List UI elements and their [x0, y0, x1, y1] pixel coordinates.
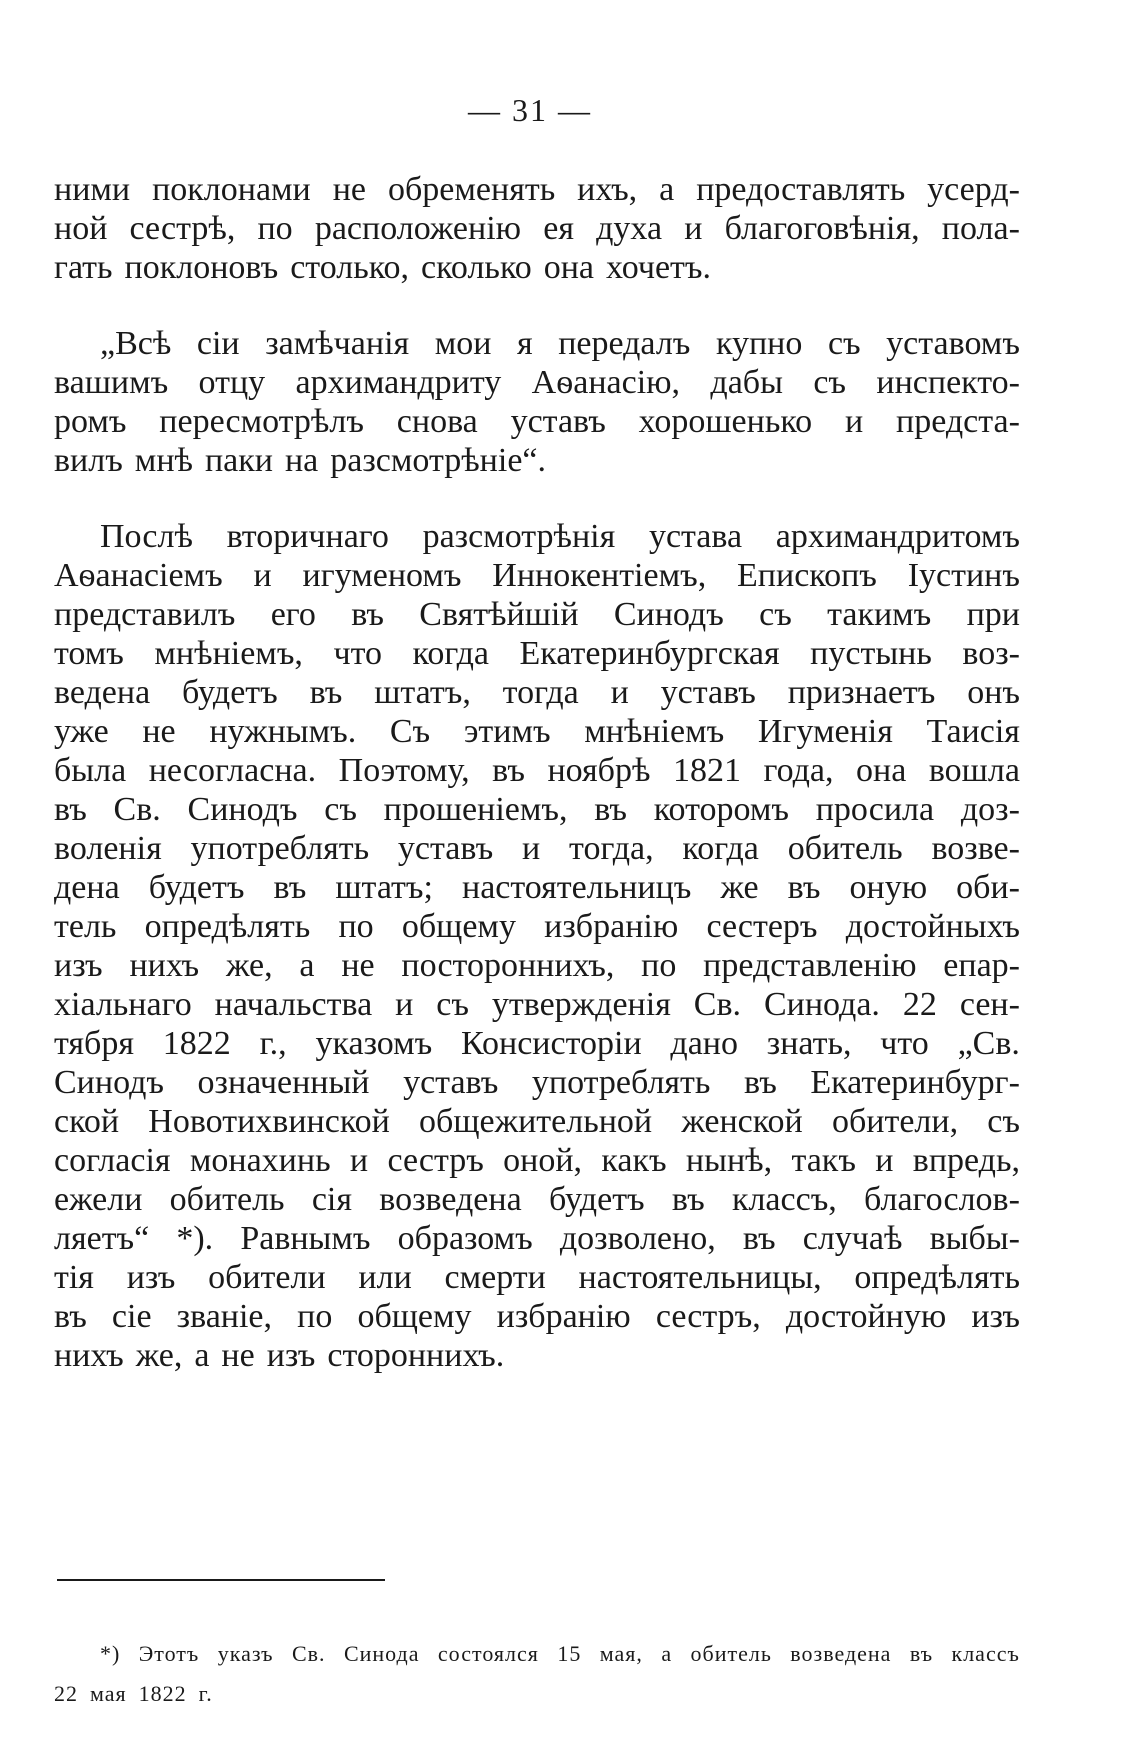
word: сіе	[111, 1298, 152, 1335]
word: случаѣ	[802, 1220, 903, 1257]
word: штатъ;	[335, 869, 433, 906]
word: съ	[827, 325, 861, 362]
word: а	[659, 171, 675, 208]
word: возведена	[379, 1181, 522, 1218]
word: употреблять	[531, 1064, 711, 1101]
word: общему	[401, 908, 516, 945]
word: и	[875, 1142, 894, 1179]
word: г.,	[259, 1025, 287, 1062]
word: поклонами	[152, 171, 311, 208]
word: Послѣ	[100, 518, 193, 555]
word: постороннихъ,	[401, 947, 615, 984]
word: уже	[54, 713, 109, 750]
word: его	[270, 596, 316, 633]
text-line	[54, 595, 1020, 634]
word: по	[338, 908, 374, 945]
word: нихъ	[129, 947, 200, 984]
word: а	[661, 1641, 673, 1666]
word: 15	[557, 1641, 582, 1666]
word: сколько	[421, 249, 532, 286]
word: въ	[787, 869, 821, 906]
word: впредь,	[912, 1142, 1020, 1179]
word: уставъ	[397, 830, 494, 867]
body-text	[54, 170, 1020, 1375]
word: на	[284, 442, 319, 479]
word: инспекто-	[876, 364, 1020, 401]
word: изъ	[971, 1298, 1020, 1335]
word: вторичнаго	[226, 518, 389, 555]
text-line	[54, 1180, 1020, 1219]
word: ноябрѣ	[547, 752, 651, 789]
word: Синодъ	[54, 1064, 164, 1101]
word: тября	[54, 1025, 134, 1062]
word: въ	[594, 791, 628, 828]
word: ихъ,	[577, 171, 638, 208]
word: признаетъ	[787, 674, 936, 711]
word: Св.	[693, 986, 742, 1023]
word: пересмотрѣлъ	[159, 403, 364, 440]
text-line	[54, 1258, 1020, 1297]
word: отцу	[198, 364, 266, 401]
word: указъ	[217, 1641, 274, 1666]
word: не	[142, 713, 176, 750]
word: общежительной	[419, 1103, 653, 1140]
word: нужнымъ.	[209, 713, 357, 750]
word: Синодъ	[187, 791, 298, 828]
word: сія	[311, 1181, 352, 1218]
word: дена	[54, 869, 120, 906]
word: несогласна.	[148, 752, 317, 789]
word: такъ	[791, 1142, 856, 1179]
word: была	[54, 752, 127, 789]
word: Поэтому,	[338, 752, 470, 789]
word: воленія	[54, 830, 162, 867]
word: женской	[681, 1103, 803, 1140]
word: передалъ	[558, 325, 691, 362]
word: архимандриту	[295, 364, 502, 401]
word: обители	[208, 1259, 326, 1296]
word: епар-	[943, 947, 1020, 984]
word: 22	[54, 1681, 78, 1706]
word: воз-	[962, 635, 1020, 672]
word: просила	[815, 791, 935, 828]
word: представленію	[703, 947, 917, 984]
word: будетъ	[148, 869, 245, 906]
word: настоятельницъ	[462, 869, 692, 906]
word: въ	[671, 1181, 705, 1218]
footnote-divider	[57, 1579, 385, 1581]
word: мнѣніемъ,	[154, 635, 303, 672]
word: Екатеринбург-	[810, 1064, 1020, 1101]
word: 22	[902, 986, 937, 1023]
word: сестрѣ,	[129, 210, 236, 247]
word: когда	[412, 635, 489, 672]
word: Таисія	[926, 713, 1020, 750]
word: избранію	[544, 908, 679, 945]
text-line	[54, 1219, 1020, 1258]
word: предста-	[896, 403, 1020, 440]
word: оной,	[503, 1142, 583, 1179]
word: стороннихъ.	[327, 1337, 505, 1374]
word: утвержденія	[491, 986, 671, 1023]
word: при	[966, 596, 1020, 633]
word: въ	[54, 791, 87, 828]
word: или	[358, 1259, 412, 1296]
word: по	[641, 947, 677, 984]
text-line	[54, 324, 1020, 363]
word: 1822	[138, 1681, 187, 1706]
paragraph	[54, 170, 1020, 287]
word: образомъ	[397, 1220, 533, 1257]
word: Св.	[291, 1641, 326, 1666]
word: будетъ	[182, 674, 278, 711]
word: и	[253, 557, 272, 594]
word: уставъ	[660, 674, 756, 711]
word: обременять	[388, 171, 556, 208]
word: согласія	[54, 1142, 171, 1179]
word: ляетъ“	[54, 1220, 150, 1257]
word: пола-	[941, 210, 1020, 247]
word: устава	[648, 518, 743, 555]
word: мая,	[599, 1641, 643, 1666]
word: Синодъ	[613, 596, 724, 633]
word: классъ,	[731, 1181, 837, 1218]
text-line	[54, 402, 1020, 441]
word: благослов-	[864, 1181, 1020, 1218]
word: въ	[742, 1220, 776, 1257]
word: по	[297, 1298, 333, 1335]
word: и	[844, 403, 864, 440]
word: и	[395, 986, 414, 1023]
word: употреблять	[190, 830, 370, 867]
word: монахинь	[189, 1142, 331, 1179]
word: хіальнаго	[54, 986, 192, 1023]
text-line	[54, 1141, 1020, 1180]
word: сен-	[959, 986, 1020, 1023]
word: не	[341, 947, 375, 984]
word: обитель	[787, 830, 903, 867]
word: съ	[813, 364, 847, 401]
word: съ	[436, 986, 469, 1023]
word: что	[880, 1025, 929, 1062]
text-line	[54, 829, 1020, 868]
word: купно	[715, 325, 803, 362]
word: и	[684, 210, 703, 247]
word: томъ	[54, 635, 124, 672]
word: Синода	[343, 1641, 420, 1666]
word: столько,	[290, 249, 410, 286]
text-line	[54, 517, 1020, 556]
word: благоговѣнія,	[724, 210, 920, 247]
word: классъ	[951, 1641, 1020, 1666]
word: архимандритомъ	[775, 518, 1020, 555]
word: Екатеринбургская	[519, 635, 780, 672]
word: ной	[54, 210, 108, 247]
word: по	[257, 210, 293, 247]
word: хочетъ.	[606, 249, 711, 286]
word: замѣчанія	[265, 325, 410, 362]
word: въ	[309, 674, 343, 711]
word: изъ	[126, 1259, 176, 1296]
word: этимъ	[463, 713, 551, 750]
word: въ	[744, 1064, 777, 1101]
word: нынѣ,	[685, 1142, 773, 1179]
word: дабы	[710, 364, 783, 401]
word: же,	[135, 1337, 183, 1374]
text-line	[54, 363, 1020, 402]
word: знать,	[766, 1025, 852, 1062]
word: опредѣлять	[854, 1259, 1020, 1296]
word: достойную	[785, 1298, 947, 1335]
word: поклоновъ	[124, 249, 279, 286]
word: Игуменія	[757, 713, 893, 750]
word: мнѣніемъ	[584, 713, 725, 750]
text-line	[54, 712, 1020, 751]
word: вилъ	[54, 442, 123, 479]
word: и	[349, 1142, 369, 1179]
word: обитель	[169, 1181, 285, 1218]
word: достойныхъ	[845, 908, 1020, 945]
word: хорошенько	[638, 403, 813, 440]
word: уставомъ	[886, 325, 1020, 362]
word: паки	[204, 442, 273, 479]
word: ея	[543, 210, 574, 247]
word: Святѣйшій	[419, 596, 579, 633]
word: въ	[54, 1298, 87, 1335]
word: *).	[176, 1220, 214, 1257]
word: а	[299, 947, 315, 984]
word: „Всѣ	[100, 325, 172, 362]
word: Равнымъ	[240, 1220, 371, 1257]
text-line	[54, 248, 1020, 287]
word: съ	[759, 596, 792, 633]
word: обители,	[831, 1103, 959, 1140]
word: мнѣ	[134, 442, 193, 479]
word: нихъ	[54, 1337, 124, 1374]
word: Консисторіи	[461, 1025, 642, 1062]
word: 1821	[672, 752, 741, 789]
word: предоставлять	[696, 171, 906, 208]
text-line	[54, 985, 1020, 1024]
word: онъ	[967, 674, 1020, 711]
word: оную	[849, 869, 928, 906]
text-line	[54, 1024, 1020, 1063]
word: тія	[54, 1259, 94, 1296]
word: изъ	[54, 947, 103, 984]
page-number: — 31 —	[468, 92, 592, 128]
word: а	[194, 1337, 210, 1374]
word: она	[543, 249, 595, 286]
word: какъ	[601, 1142, 667, 1179]
text-line	[54, 1102, 1020, 1141]
word: пустынь	[810, 635, 932, 672]
word: Съ	[389, 713, 431, 750]
text-line	[54, 1063, 1020, 1102]
word: прошеніемъ,	[383, 791, 568, 828]
word: „Св.	[957, 1025, 1020, 1062]
word: въ	[273, 869, 307, 906]
word: Св.	[113, 791, 161, 828]
text-line	[54, 673, 1020, 712]
word: разсмотрѣніе“.	[330, 442, 547, 479]
word: начальства	[214, 986, 373, 1023]
word: же,	[225, 947, 273, 984]
word: будетъ	[548, 1181, 645, 1218]
word: мая	[90, 1681, 127, 1706]
word: указомъ	[315, 1025, 433, 1062]
word: что	[333, 635, 382, 672]
word: 1822	[162, 1025, 231, 1062]
word: не	[221, 1337, 255, 1374]
word: когда	[682, 830, 759, 867]
word: въ	[909, 1641, 934, 1666]
word: г.	[198, 1681, 213, 1706]
word: возведена	[790, 1641, 892, 1666]
word: ромъ	[54, 403, 127, 440]
text-line	[54, 441, 1020, 480]
word: года,	[763, 752, 834, 789]
word: съ	[987, 1103, 1020, 1140]
word: ежели	[54, 1181, 143, 1218]
word: разсмотрѣнія	[422, 518, 616, 555]
word: дано	[670, 1025, 739, 1062]
word: вошла	[928, 752, 1020, 789]
word: и	[522, 830, 541, 867]
word: ской	[54, 1103, 120, 1140]
word: дозволено,	[559, 1220, 716, 1257]
word: выбы-	[929, 1220, 1020, 1257]
word: тогда,	[569, 830, 654, 867]
word: мои	[434, 325, 492, 362]
footnote	[54, 1634, 1020, 1714]
word: состоялся	[437, 1641, 539, 1666]
text-line	[54, 634, 1020, 673]
word: *)	[100, 1641, 121, 1666]
word: опредѣлять	[144, 908, 311, 945]
text-line	[54, 209, 1020, 248]
word: означенный	[197, 1064, 370, 1101]
text-line	[54, 868, 1020, 907]
word: возве-	[931, 830, 1020, 867]
word: тель	[54, 908, 117, 945]
word: гать	[54, 249, 113, 286]
word: настоятельницы,	[578, 1259, 822, 1296]
word: съ	[324, 791, 357, 828]
word: я	[517, 325, 533, 362]
word: въ	[351, 596, 384, 633]
word: званіе,	[176, 1298, 273, 1335]
paragraph	[54, 517, 1020, 1375]
footnote-line	[54, 1634, 1020, 1674]
word: Іустинъ	[907, 557, 1020, 594]
text-line	[54, 1297, 1020, 1336]
word: не	[332, 171, 367, 208]
word: избранію	[496, 1298, 631, 1335]
word: такимъ	[827, 596, 932, 633]
text-line	[54, 790, 1020, 829]
text-line	[54, 556, 1020, 595]
word: она	[856, 752, 907, 789]
word: игуменомъ	[302, 557, 462, 594]
word: представилъ	[54, 596, 236, 633]
word: уставъ	[510, 403, 606, 440]
word: которомъ	[653, 791, 789, 828]
word: сестръ	[387, 1142, 484, 1179]
word: усерд-	[927, 171, 1020, 208]
word: сіи	[196, 325, 240, 362]
word: Иннокентіемъ,	[492, 557, 707, 594]
footnote-line	[54, 1674, 1020, 1714]
word: въ	[492, 752, 525, 789]
word: общему	[357, 1298, 472, 1335]
text-line	[54, 946, 1020, 985]
word: Аѳанасіемъ	[54, 557, 223, 594]
word: тогда	[502, 674, 579, 711]
word: же	[720, 869, 759, 906]
word: Синода.	[763, 986, 880, 1023]
word: и	[610, 674, 629, 711]
word: духа	[596, 210, 663, 247]
word: Этотъ	[138, 1641, 200, 1666]
word: ними	[54, 171, 131, 208]
word: вашимъ	[54, 364, 169, 401]
text-line	[54, 1336, 1020, 1375]
word: изъ	[266, 1337, 316, 1374]
word: снова	[396, 403, 478, 440]
word: оби-	[956, 869, 1020, 906]
word: Новотихвинской	[148, 1103, 390, 1140]
word: обитель	[690, 1641, 772, 1666]
word: доз-	[960, 791, 1020, 828]
text-line	[54, 170, 1020, 209]
paragraph	[54, 324, 1020, 480]
word: Епископъ	[737, 557, 877, 594]
text-line	[54, 907, 1020, 946]
word: сестръ,	[655, 1298, 761, 1335]
text-line	[54, 751, 1020, 790]
word: расположенію	[314, 210, 522, 247]
word: уставъ	[403, 1064, 499, 1101]
word: смерти	[444, 1259, 546, 1296]
word: Аѳанасію,	[531, 364, 681, 401]
word: сестеръ	[706, 908, 818, 945]
word: штатъ,	[374, 674, 471, 711]
word: ведена	[54, 674, 151, 711]
